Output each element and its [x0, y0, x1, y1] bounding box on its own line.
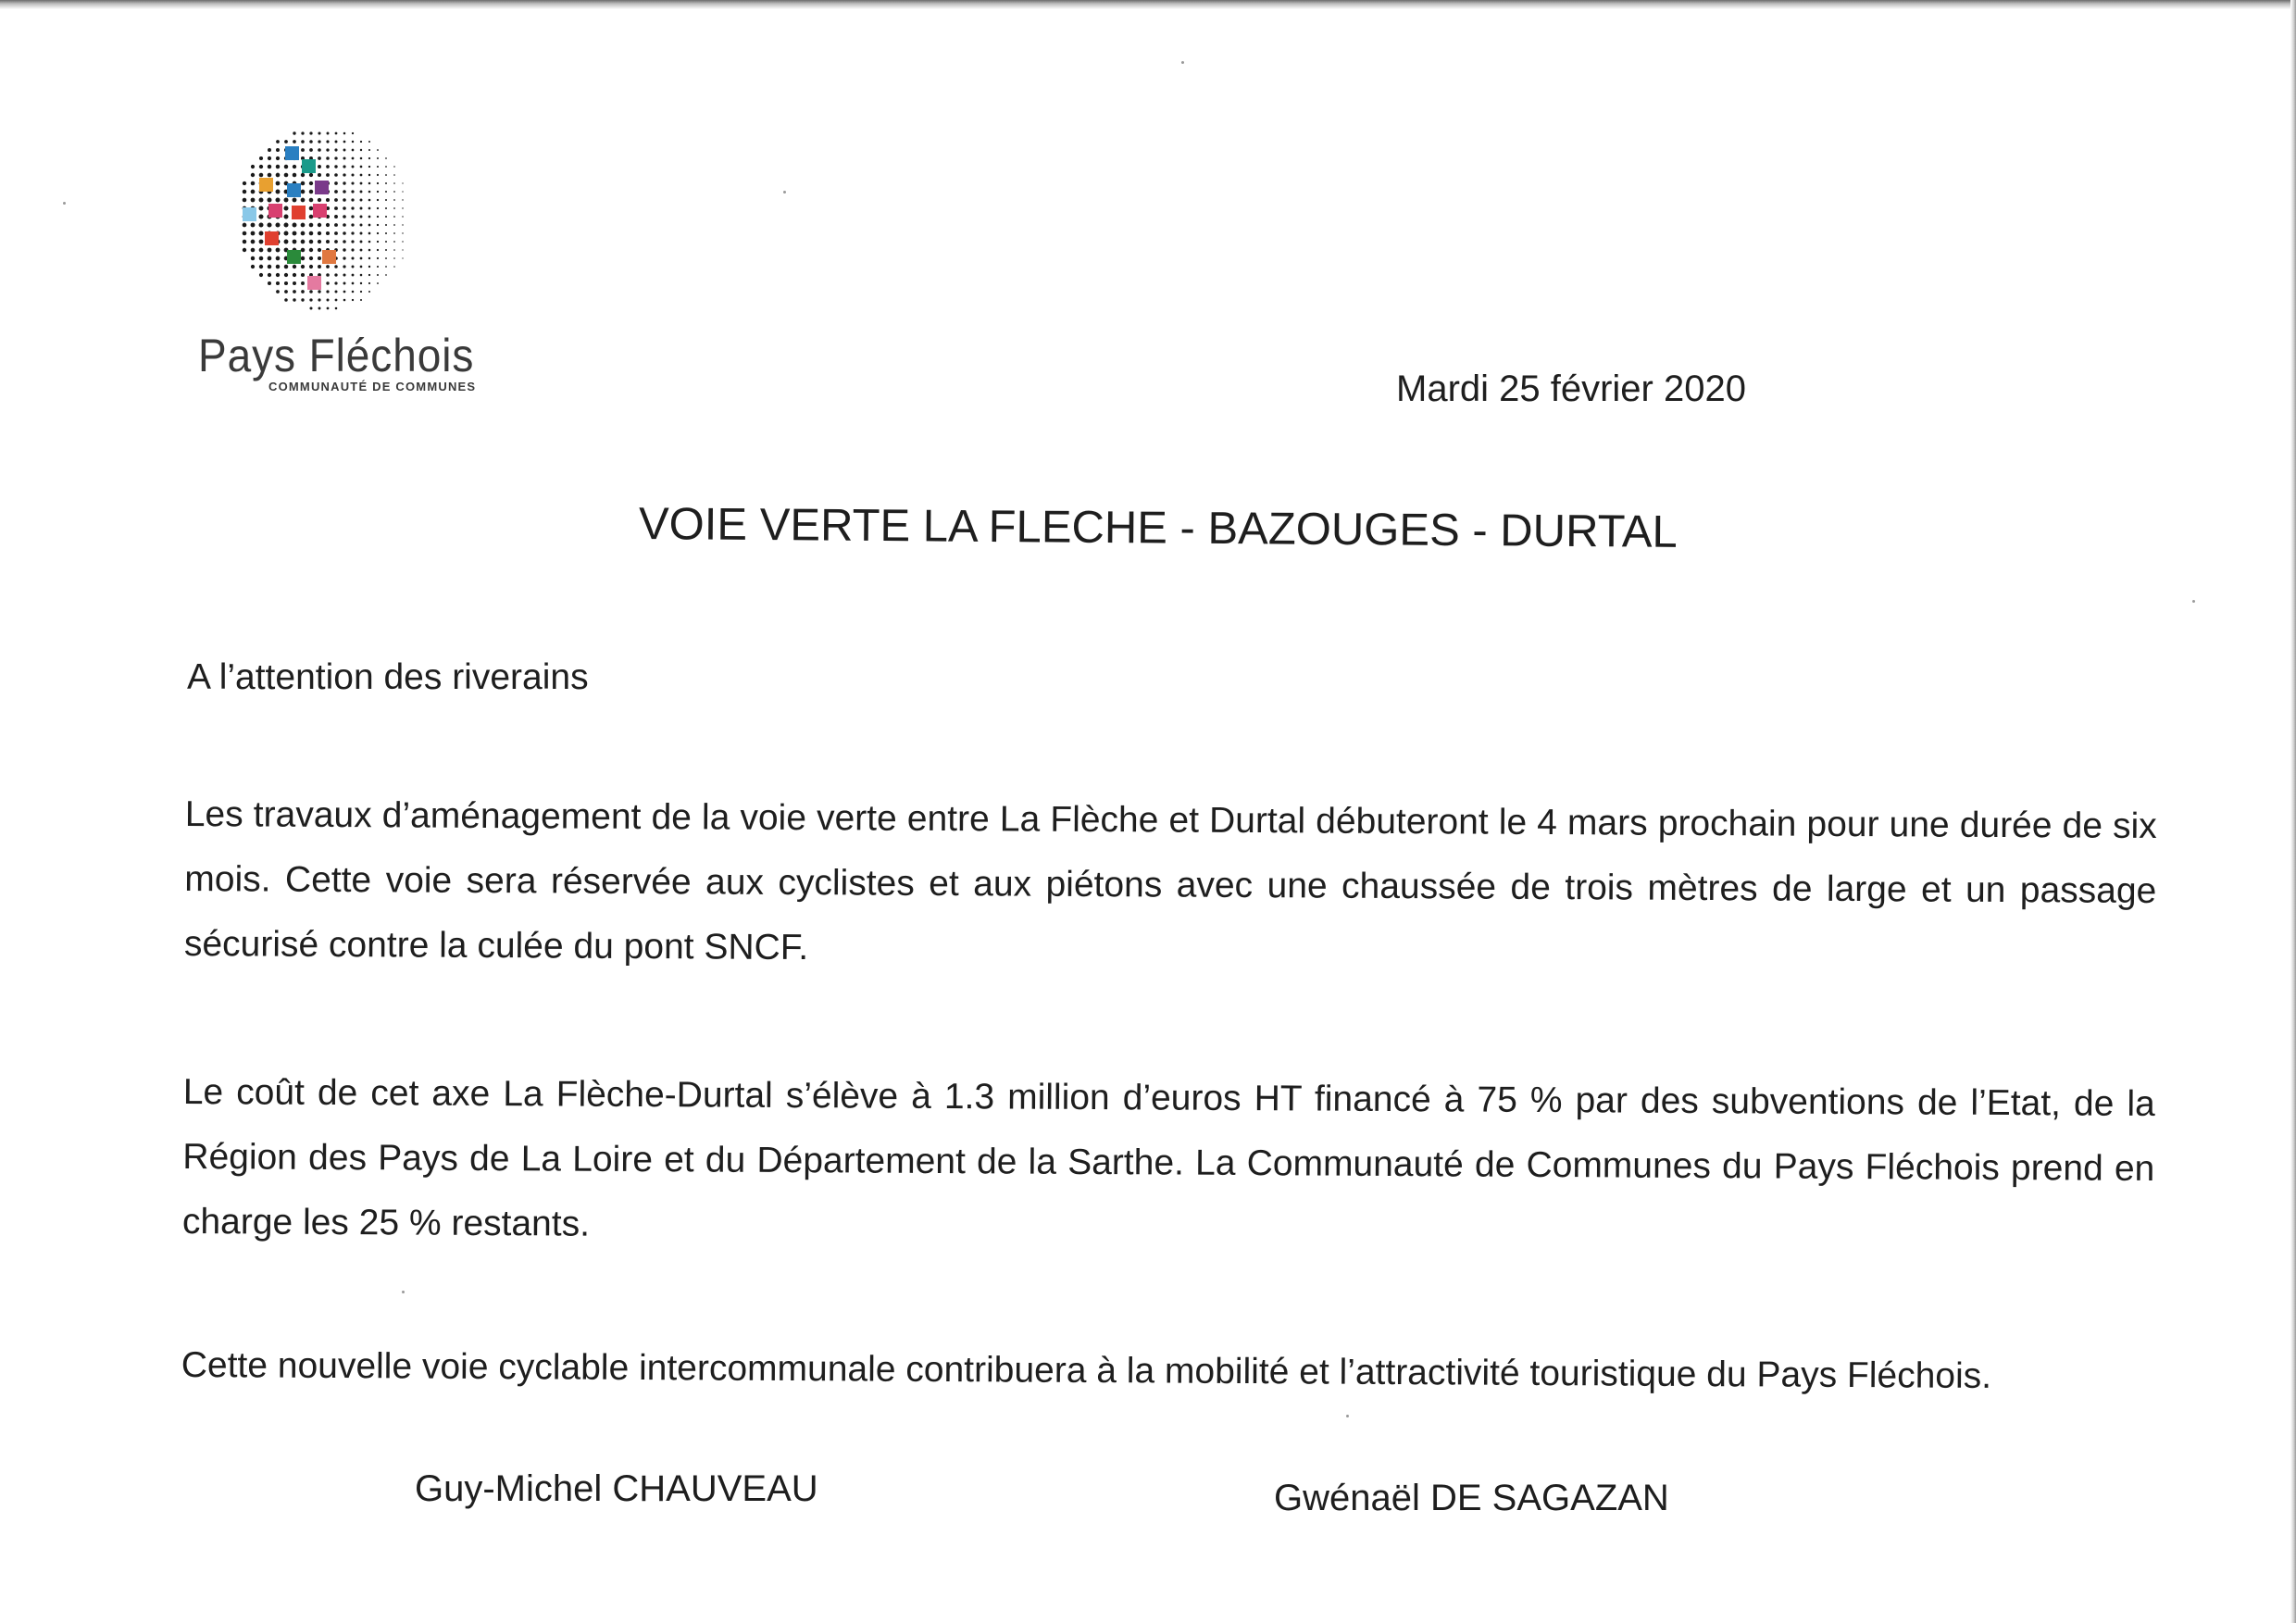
signatory-chauveau: Guy-Michel CHAUVEAU	[415, 1468, 818, 1509]
letter-date: Mardi 25 février 2020	[1396, 368, 1746, 409]
scan-edge-right	[2290, 0, 2296, 1623]
attention-line: A l’attention des riverains	[187, 657, 589, 697]
scan-edge-top	[0, 0, 2296, 9]
scan-speck	[1346, 1415, 1349, 1417]
scan-speck	[63, 202, 66, 205]
signatory-de-sagazan: Gwénaël DE SAGAZAN	[1274, 1478, 1669, 1518]
paragraph-cost: Le coût de cet axe La Flèche-Durtal s’élève à 1.3 million d’euros HT financé à 75 % par des subventions de l’Etat, de la Région des Pays de La Loire et du Département de la Sarthe. La Communauté de Communes du Pays Fléchois prend en charge les 25 % restants.	[181, 1071, 2155, 1244]
logo-name: Pays Fléchois	[198, 330, 475, 381]
paragraph-mobility: Cette nouvelle voie cyclable intercommunale contribuera à la mobilité et l’attractivité touristique du Pays Fléchois.	[181, 1344, 1992, 1396]
scan-speck	[783, 191, 786, 194]
logo-subtitle: COMMUNAUTÉ DE COMMUNES	[268, 380, 477, 393]
scan-speck	[1181, 61, 1184, 64]
letter-title: VOIE VERTE LA FLECHE - BAZOUGES - DURTAL	[638, 499, 1678, 557]
scan-speck	[2192, 600, 2195, 603]
paragraph-works: Les travaux d’aménagement de la voie verte entre La Flèche et Durtal débuteront le 4 mars prochain pour une durée de six mois. Cette voie sera réservée aux cyclistes et aux piétons avec une chaussée de trois mètres de large et un passage sécurisé contre la culée du pont SNCF.	[183, 793, 2157, 968]
scan-speck	[402, 1291, 405, 1293]
pays-flechois-logo	[194, 111, 477, 398]
logo-dot-mark	[231, 111, 417, 324]
